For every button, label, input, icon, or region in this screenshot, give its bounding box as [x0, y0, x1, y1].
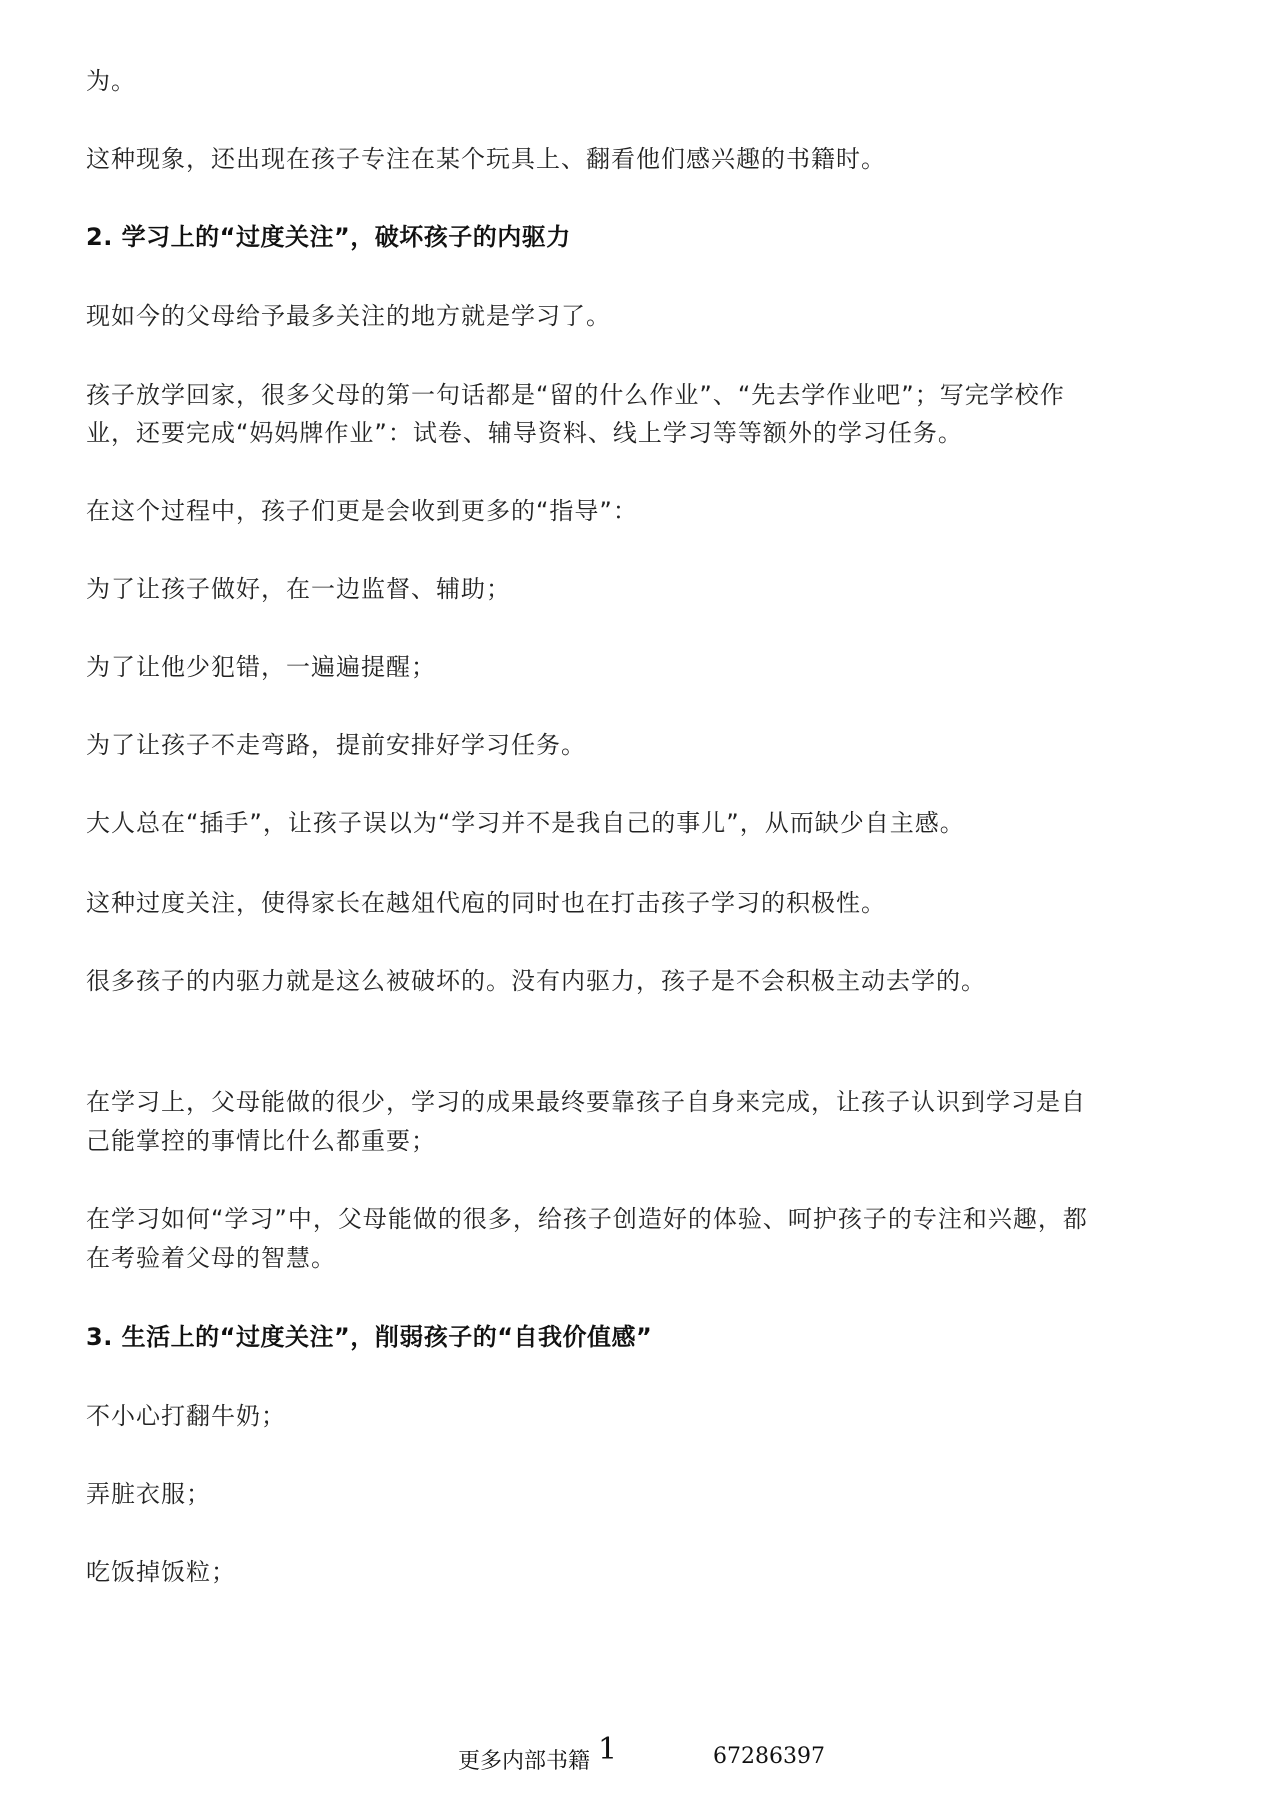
paragraph-line: 孩子放学回家，很多父母的第一句话都是“留的什么作业”、“先去学作业吧”；写完学校作	[86, 381, 1065, 409]
footer-id: 67286397	[713, 1744, 825, 1769]
paragraph: 大人总在“插手”，让孩子误以为“学习并不是我自己的事儿”，从而缺少自主感。	[86, 809, 965, 837]
paragraph: 很多孩子的内驱力就是这么被破坏的。没有内驱力，孩子是不会积极主动去学的。	[86, 967, 986, 995]
paragraph: 弄脏衣服；	[86, 1480, 211, 1508]
paragraph: 为了让孩子做好，在一边监督、辅助；	[86, 575, 511, 603]
paragraph-line: 在学习上，父母能做的很少，学习的成果最终要靠孩子自身来完成，让孩子认识到学习是自	[86, 1088, 1086, 1116]
paragraph: 为了让孩子不走弯路，提前安排好学习任务。	[86, 731, 586, 759]
section-heading: 2. 学习上的“过度关注”，破坏孩子的内驱力	[86, 223, 571, 251]
paragraph: 现如今的父母给予最多关注的地方就是学习了。	[86, 302, 611, 330]
page-number: 1	[598, 1732, 618, 1767]
paragraph: 这种现象，还出现在孩子专注在某个玩具上、翻看他们感兴趣的书籍时。	[86, 145, 886, 173]
paragraph: 在这个过程中，孩子们更是会收到更多的“指导”：	[86, 497, 638, 525]
paragraph: 不小心打翻牛奶；	[86, 1402, 286, 1430]
paragraph-line: 业，还要完成“妈妈牌作业”：试卷、辅导资料、线上学习等等额外的学习任务。	[86, 419, 963, 447]
paragraph: 这种过度关注，使得家长在越俎代庖的同时也在打击孩子学习的积极性。	[86, 889, 886, 917]
section-heading: 3. 生活上的“过度关注”，削弱孩子的“自我价值感”	[86, 1323, 653, 1351]
paragraph: 为了让他少犯错，一遍遍提醒；	[86, 653, 436, 681]
paragraph: 吃饭掉饭粒；	[86, 1558, 236, 1586]
paragraph-line: 己能掌控的事情比什么都重要；	[86, 1127, 436, 1155]
paragraph: 为。	[86, 67, 136, 95]
paragraph-line: 在考验着父母的智慧。	[86, 1244, 336, 1272]
paragraph-line: 在学习如何“学习”中，父母能做的很多，给孩子创造好的体验、呵护孩子的专注和兴趣，都	[86, 1205, 1088, 1233]
footer-text: 更多内部书籍	[458, 1749, 591, 1774]
